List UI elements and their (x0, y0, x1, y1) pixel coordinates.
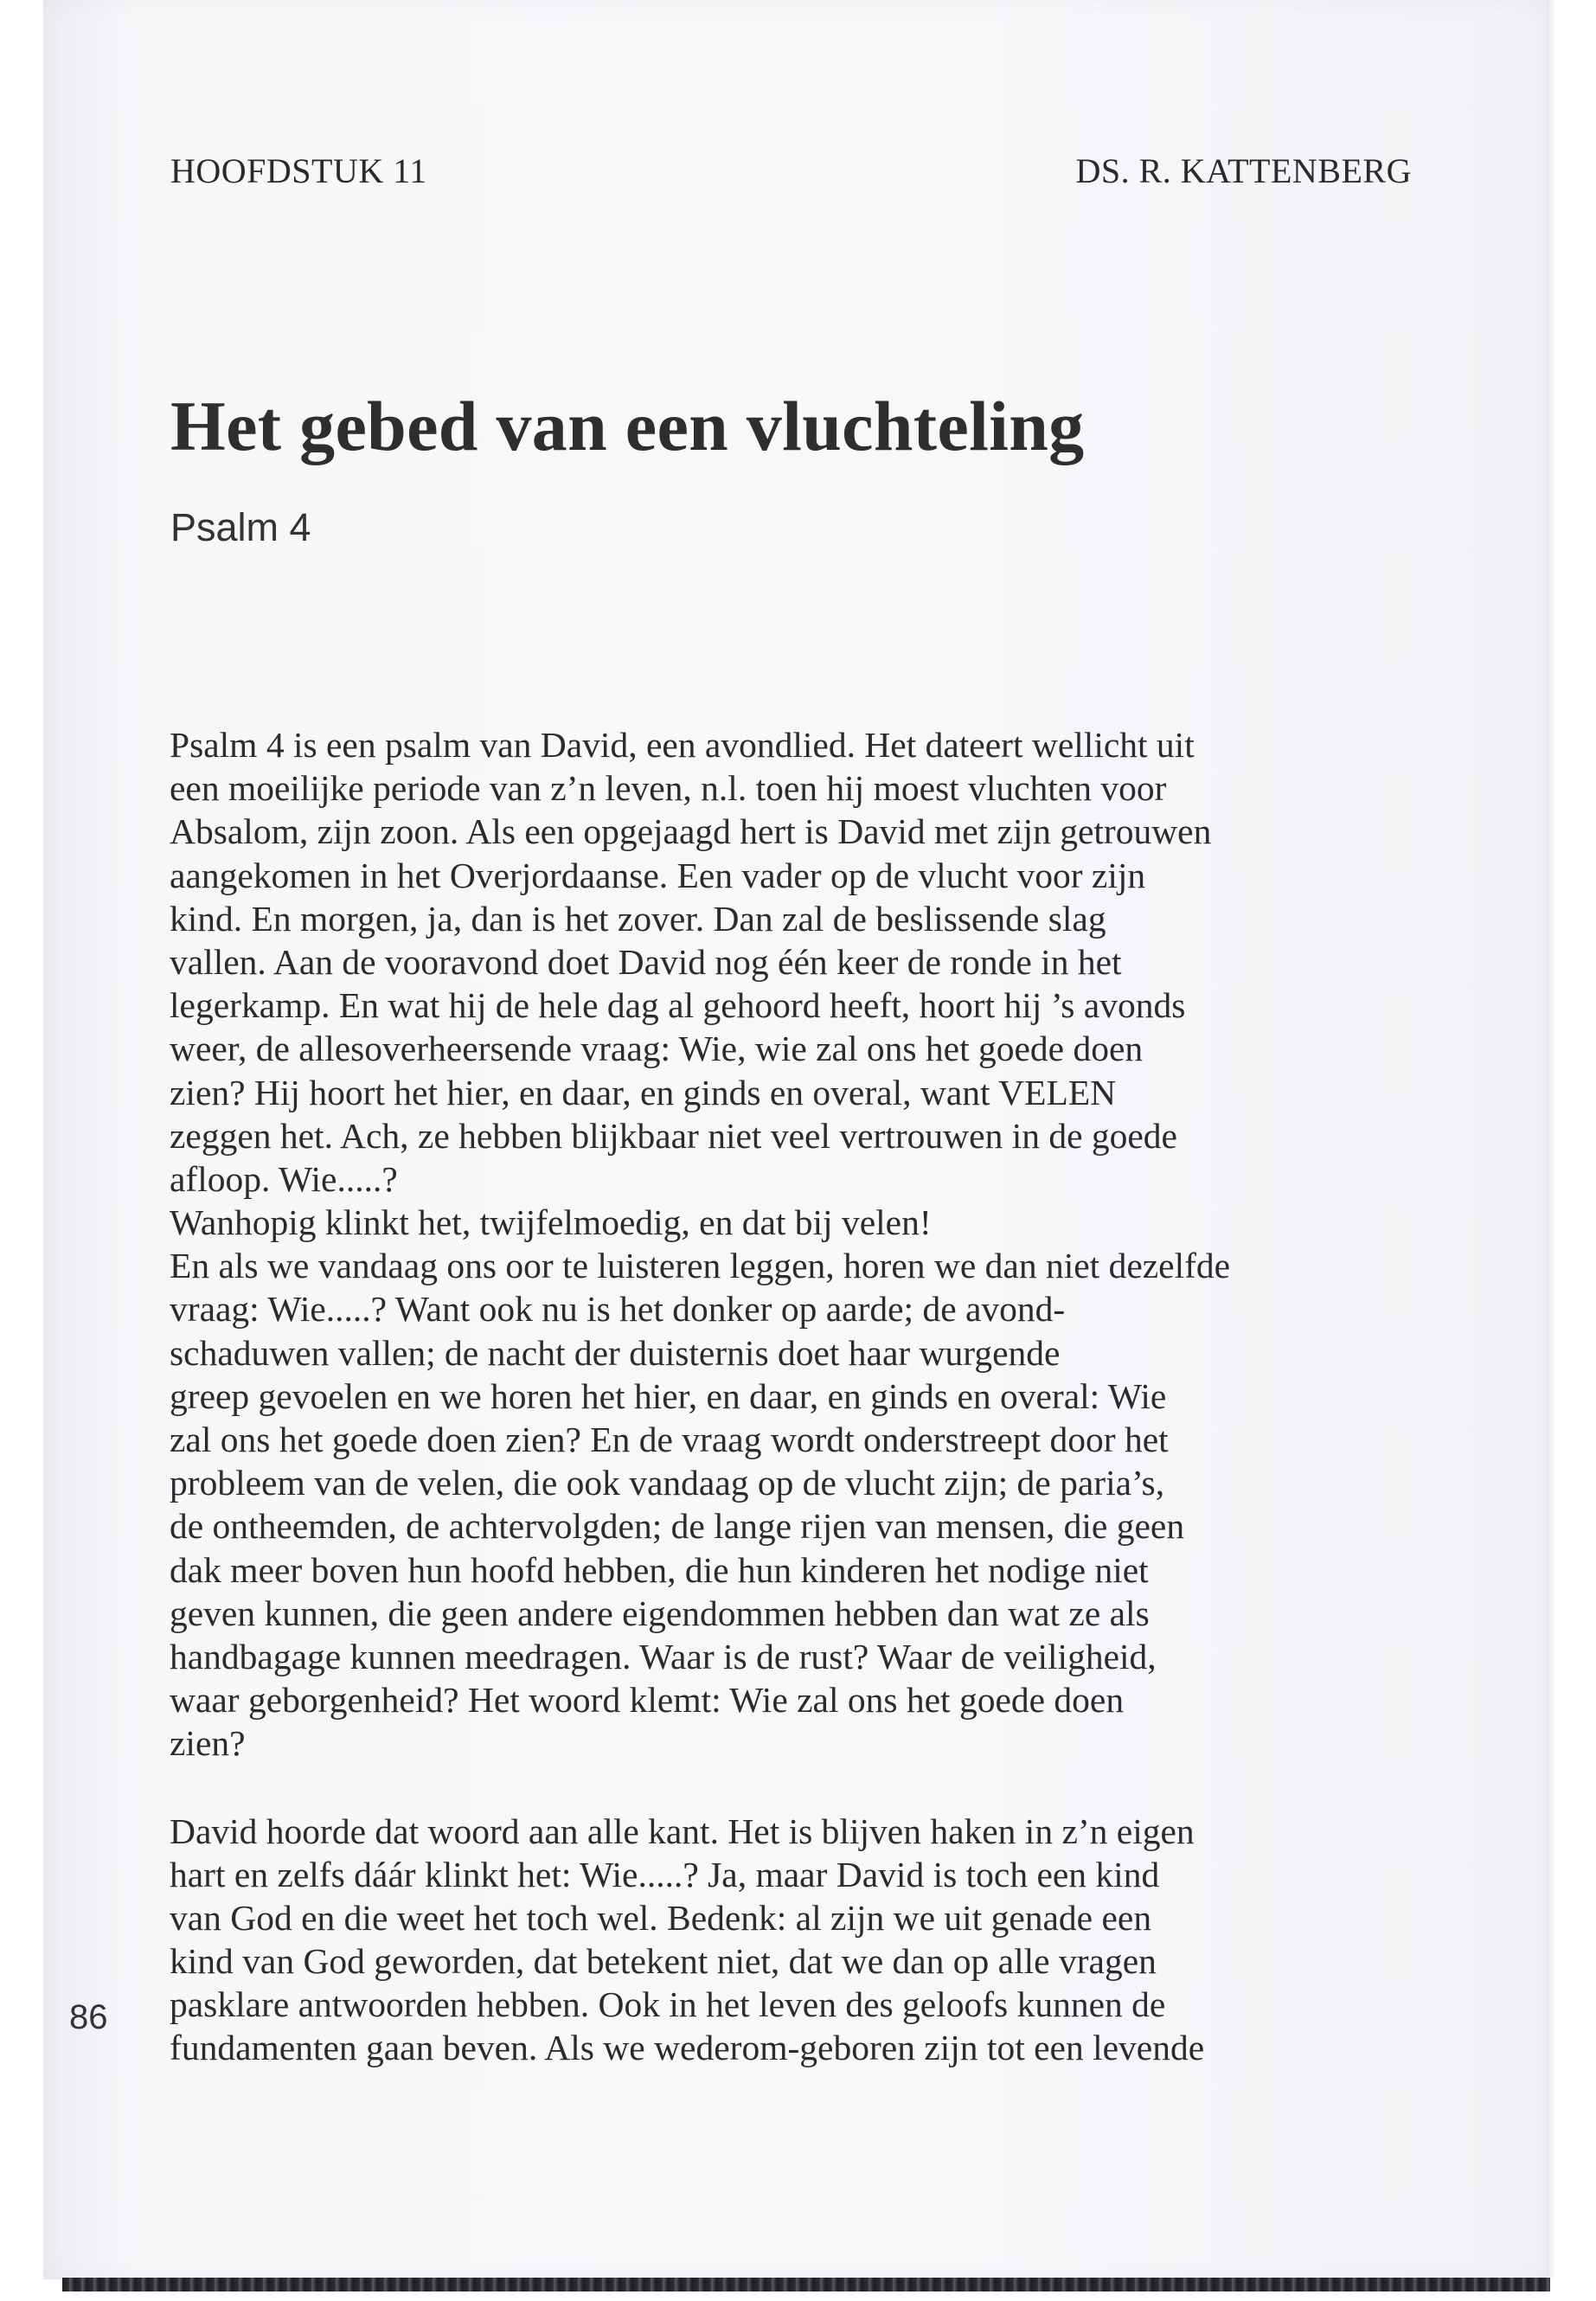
text-line: vallen. Aan de vooravond doet David nog één keer de ronde in het (170, 941, 1122, 982)
text-line: weer, de allesoverheersende vraag: Wie, wie zal ons het goede doen (170, 1029, 1144, 1069)
text-line: geven kunnen, die geen andere eigendommen hebben dan wat ze als (170, 1593, 1150, 1633)
text-line: Wanhopig klinkt het, twijfelmoedig, en dat bij velen! (170, 1202, 932, 1243)
text-line: greep gevoelen en we horen het hier, en daar, en ginds en overal: Wie (170, 1375, 1167, 1416)
page-edge (1547, 0, 1555, 2279)
chapter-subtitle: Psalm 4 (170, 505, 311, 549)
text-line: zien? (170, 1723, 246, 1764)
text-line: zeggen het. Ach, ze hebben blijkbaar niet veel vertrouwen in de goede (170, 1115, 1177, 1156)
text-line: de ontheemden, de achtervolgden; de lange rijen van mensen, die geen (170, 1506, 1185, 1547)
text-line: vraag: Wie.....? Want ook nu is het donker op aarde; de avond- (170, 1289, 1066, 1330)
text-line: zien? Hij hoort het hier, en daar, en ginds en overal, want VELEN (170, 1072, 1117, 1112)
text-line: waar geborgenheid? Het woord klemt: Wie zal ons het goede doen (170, 1680, 1125, 1721)
chapter-title: Het gebed van een vluchteling (170, 387, 1085, 465)
body-text (170, 723, 1433, 2070)
text-line: David hoorde dat woord aan alle kant. Het is blijven haken in z’n eigen (170, 1811, 1195, 1851)
paragraph-gap (170, 1766, 1433, 1810)
text-line: dak meer boven hun hoofd hebben, die hun kinderen het nodige niet (170, 1549, 1149, 1590)
paragraph (170, 723, 1433, 1766)
text-line: zal ons het goede doen zien? En de vraag wordt onderstreept door het (170, 1420, 1169, 1459)
running-head-chapter: HOOFDSTUK 11 (170, 151, 427, 190)
text-line: afloop. Wie.....? (170, 1158, 398, 1199)
text-line: kind. En morgen, ja, dan is het zover. Dan zal de beslissende slag (170, 898, 1106, 939)
text-line: En als we vandaag ons oor te luisteren leggen, horen we dan niet dezelfde (170, 1246, 1231, 1286)
text-line: van God en die weet het toch wel. Bedenk: al zijn we uit genade een (170, 1897, 1152, 1938)
text-line: hart en zelfs dáár klinkt het: Wie.....? Ja, maar David is toch een kind (170, 1854, 1160, 1894)
text-line: schaduwen vallen; de nacht der duisternis doet haar wurgende (170, 1332, 1061, 1373)
text-line: aangekomen in het Overjordaanse. Een vader op de vlucht voor zijn (170, 855, 1146, 895)
text-line: fundamenten gaan beven. Als we wederom-geboren zijn tot een levende (170, 2028, 1205, 2068)
book-bottom-edge (62, 2278, 1550, 2291)
text-line: kind van God geworden, dat betekent niet, dat we dan op alle vragen (170, 1941, 1157, 1982)
paragraph (170, 1810, 1433, 2070)
text-line: pasklare antwoorden hebben. Ook in het leven des geloofs kunnen de (170, 1984, 1166, 2025)
text-line: legerkamp. En wat hij de hele dag al gehoord heeft, hoort hij ’s avonds (170, 985, 1186, 1026)
page-number: 86 (69, 1998, 108, 2036)
text-line: probleem van de velen, die ook vandaag op de vlucht zijn; de paria’s, (170, 1463, 1165, 1503)
text-line: een moeilijke periode van z’n leven, n.l. toen hij moest vluchten voor (170, 768, 1167, 809)
running-head-author: DS. R. KATTENBERG (1075, 151, 1412, 190)
text-line: Absalom, zijn zoon. Als een opgejaagd hert is David met zijn getrouwen (170, 811, 1212, 852)
text-line: handbagage kunnen meedragen. Waar is de rust? Waar de veiligheid, (170, 1636, 1157, 1676)
text-line: Psalm 4 is een psalm van David, een avondlied. Het dateert wellicht uit (170, 725, 1195, 765)
